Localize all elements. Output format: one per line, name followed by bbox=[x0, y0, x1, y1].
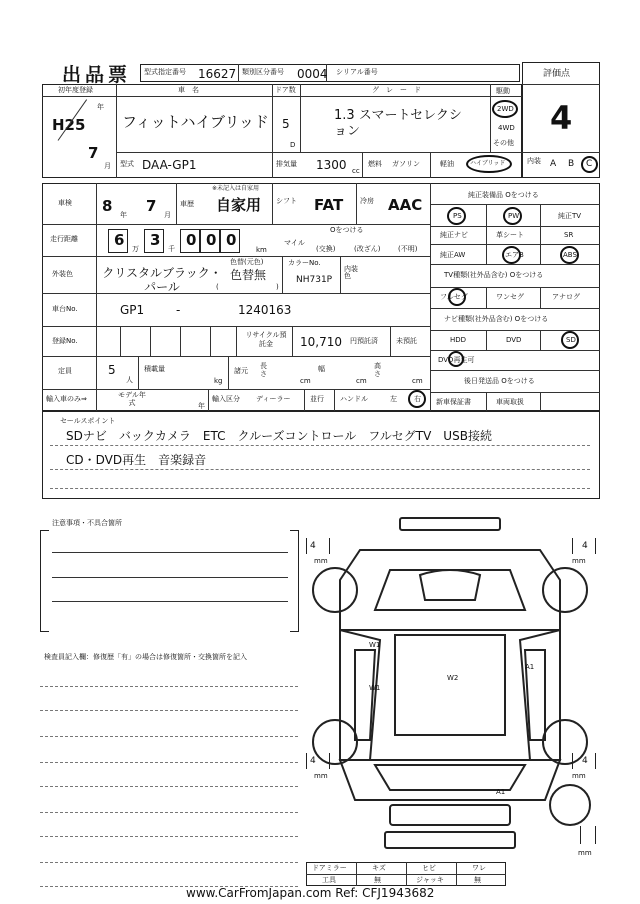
fuel-light-oil: 軽油 bbox=[440, 160, 454, 168]
sheet-title: 出品票 bbox=[62, 64, 132, 86]
mileage-digit-3: 0 bbox=[226, 231, 237, 249]
mileage-man: 6 bbox=[114, 231, 125, 249]
interior-color-label: 内装色 bbox=[344, 265, 358, 280]
repaint-paren-close: ) bbox=[276, 283, 279, 291]
chassis-dash: - bbox=[176, 303, 181, 317]
model-cert-value: 16627 bbox=[198, 67, 237, 81]
recycle-unpaid: 未預託 bbox=[396, 337, 417, 345]
interior-b: B bbox=[568, 159, 575, 169]
cm-unit-1: cm bbox=[300, 377, 311, 385]
interior-c-circle bbox=[581, 156, 598, 173]
drive-4wd: 4WD bbox=[498, 124, 515, 132]
mark-w2: W2 bbox=[447, 674, 459, 682]
mileage-sen: 3 bbox=[150, 231, 161, 249]
tread-fr: 4 bbox=[582, 541, 588, 551]
drive-label: 駆動 bbox=[496, 87, 510, 95]
shaken-year-unit: 年 bbox=[120, 211, 127, 219]
bt-r1: 無 bbox=[374, 876, 381, 884]
type-value: DAA-GP1 bbox=[142, 158, 197, 172]
drive-other: その他 bbox=[493, 139, 514, 147]
equip-ps-circle bbox=[447, 207, 466, 225]
dvd-play: DVD再生可 bbox=[438, 356, 475, 364]
tv-fullseg-circle bbox=[448, 288, 466, 306]
doors: 5 bbox=[282, 117, 290, 131]
door-unit: D bbox=[290, 141, 296, 149]
mile-label: マイル bbox=[284, 239, 305, 247]
new-warranty: 新車保証書 bbox=[436, 398, 471, 406]
history: 自家用 bbox=[216, 196, 262, 214]
left: 左 bbox=[390, 395, 397, 403]
shift-label: シフト bbox=[276, 197, 297, 205]
tread-fl-mm: mm bbox=[314, 557, 328, 565]
equip-leather: 革シート bbox=[496, 231, 524, 239]
bt-h1: キズ bbox=[372, 864, 386, 872]
capacity-label: 定員 bbox=[58, 367, 72, 375]
fuel-hybrid: ハイブリッド bbox=[470, 160, 506, 167]
capacity: 5 bbox=[108, 363, 116, 377]
mark-w1-a: W1 bbox=[369, 641, 381, 649]
reg-month: 7 bbox=[88, 144, 99, 162]
meter-exchange: (交換) bbox=[316, 245, 336, 253]
ac: AAC bbox=[388, 196, 423, 214]
reg-year: H25 bbox=[52, 116, 86, 134]
bt-h2: ヒビ bbox=[422, 864, 436, 872]
watermark: www.CarFromJapan.com Ref: CFJ1943682 bbox=[186, 886, 435, 900]
color-no: NH731P bbox=[296, 275, 333, 285]
cc-unit: cc bbox=[352, 167, 360, 175]
repaint: 色替無 bbox=[230, 268, 267, 282]
unit-man: 万 bbox=[132, 245, 139, 253]
reg-month-unit: 月 bbox=[104, 162, 111, 170]
shaken-month-unit: 月 bbox=[164, 211, 171, 219]
equip-sr: SR bbox=[564, 231, 574, 239]
mark-w1-b: W1 bbox=[369, 684, 381, 692]
equip-abs: ABS bbox=[563, 251, 577, 259]
right-circle bbox=[408, 390, 426, 408]
shaken-month: 7 bbox=[146, 197, 157, 215]
grade-label: グ レ ー ド bbox=[372, 86, 421, 94]
later-title: 後日発送品 Oをつける bbox=[464, 377, 535, 385]
equip-pw-circle bbox=[503, 207, 522, 225]
load-label: 積載量 bbox=[144, 365, 165, 373]
circle-note: Oをつける bbox=[330, 226, 364, 234]
shaken-year: 8 bbox=[102, 197, 113, 215]
tread-spare-mm: mm bbox=[578, 849, 592, 857]
color-label: 外装色 bbox=[52, 270, 73, 278]
score-label: 評価点 bbox=[543, 69, 571, 79]
mileage-label: 走行距離 bbox=[50, 235, 78, 243]
bt-h0: ドアミラー bbox=[312, 864, 347, 872]
mileage-digit-1: 0 bbox=[186, 231, 197, 249]
shift: FAT bbox=[314, 196, 344, 214]
manual: 車両取扱 bbox=[496, 398, 524, 406]
unit-km: km bbox=[256, 246, 267, 254]
tread-rr-mm: mm bbox=[572, 772, 586, 780]
length-label: 長さ bbox=[260, 362, 267, 378]
tread-fr-mm: mm bbox=[572, 557, 586, 565]
repaint-label: 色替(元色) bbox=[230, 258, 264, 266]
model-year-label: モデル年式 bbox=[118, 391, 146, 407]
handle-label: ハンドル bbox=[340, 395, 368, 403]
interior-label: 内装 bbox=[527, 157, 541, 165]
bt-r3: 無 bbox=[474, 876, 481, 884]
serial-label: シリアル番号 bbox=[336, 68, 378, 76]
navi-type-title: ナビ種類(社外品含む) Oをつける bbox=[444, 315, 549, 323]
reg-year-unit: 年 bbox=[97, 103, 104, 111]
drive-2wd: 2WD bbox=[497, 105, 514, 113]
ac-label: 冷房 bbox=[360, 197, 374, 205]
tv-type-title: TV種類(社外品含む) Oをつける bbox=[444, 271, 544, 279]
fuel-label: 燃料 bbox=[368, 160, 382, 168]
unit-sen: 千 bbox=[168, 245, 175, 253]
equip-abs-circle bbox=[560, 246, 579, 264]
interior-a: A bbox=[550, 159, 557, 169]
interior-c: C bbox=[586, 159, 593, 169]
tv-fullseg: フルセグ bbox=[440, 293, 468, 301]
parallel: 並行 bbox=[310, 395, 324, 403]
fuel-gasoline: ガソリン bbox=[392, 160, 420, 168]
equip-pw: PW bbox=[508, 212, 520, 220]
bt-r0: 工具 bbox=[322, 876, 336, 884]
equip-airbag-circle bbox=[502, 246, 521, 264]
sales-line-1: SDナビ バックカメラ ETC クルーズコントロール フルセグTV USB接続 bbox=[66, 429, 492, 443]
import-label: 輸入車のみ⇒ bbox=[46, 395, 87, 403]
navi-sd: SD bbox=[566, 336, 576, 344]
color-no-label: カラーNo. bbox=[288, 259, 321, 267]
mark-a1-side: A1 bbox=[525, 663, 535, 671]
equip-tv: 純正TV bbox=[558, 212, 582, 220]
cm-unit-3: cm bbox=[412, 377, 423, 385]
fuel-hybrid-circle bbox=[466, 155, 512, 173]
bt-h3: ワレ bbox=[472, 864, 486, 872]
tread-fl: 4 bbox=[310, 541, 316, 551]
recycle-amount: 10,710 bbox=[300, 335, 342, 349]
drive-2wd-circle bbox=[492, 100, 518, 118]
reg-no-label: 登録No. bbox=[52, 337, 78, 345]
score-value: 4 bbox=[550, 99, 573, 137]
class-value: 0004 bbox=[297, 67, 328, 81]
navi-sd-circle bbox=[561, 331, 579, 349]
mileage-digit-2: 0 bbox=[206, 231, 217, 249]
kg-unit: kg bbox=[214, 377, 223, 385]
class-label: 類別区分番号 bbox=[242, 68, 284, 76]
car-name-label: 車 名 bbox=[178, 86, 199, 94]
equip-navi: 純正ナビ bbox=[440, 231, 468, 239]
tread-spare bbox=[580, 826, 596, 844]
tread-rl: 4 bbox=[310, 756, 316, 766]
meter-unknown: (不明) bbox=[398, 245, 418, 253]
shaken-label: 車検 bbox=[58, 199, 72, 207]
equip-airbag: エアB bbox=[505, 251, 524, 259]
history-note: ※未記入は自家用 bbox=[212, 185, 260, 192]
type-label: 型式 bbox=[120, 160, 134, 168]
displacement-label: 排気量 bbox=[276, 160, 297, 168]
recycle-paid: 円預託済 bbox=[350, 337, 378, 345]
navi-hdd: HDD bbox=[450, 336, 467, 344]
car-damage-diagram bbox=[300, 510, 600, 870]
right: 右 bbox=[414, 395, 421, 403]
model-year-unit: 年 bbox=[198, 402, 205, 410]
caution-label: 注意事項・不具合箇所 bbox=[52, 519, 122, 527]
width-label: 幅 bbox=[318, 365, 325, 373]
color: クリスタルブラック・パール bbox=[102, 266, 222, 294]
dims-label: 諸元 bbox=[234, 367, 248, 375]
bt-r2: ジャッキ bbox=[416, 876, 444, 884]
sales-label: セールスポイント bbox=[60, 417, 116, 425]
person-unit: 人 bbox=[126, 376, 133, 384]
equip-aw: 純正AW bbox=[440, 251, 466, 259]
inspector-label: 検査員記入欄：修復歴「有」の場合は修復箇所・交換箇所を記入 bbox=[44, 653, 247, 661]
chassis-prefix: GP1 bbox=[120, 303, 145, 317]
history-label: 車歴 bbox=[180, 200, 194, 208]
grade: 1.3 スマートセレクション bbox=[334, 108, 462, 139]
meter-modified: (改ざん) bbox=[354, 245, 381, 253]
chassis-label: 車台No. bbox=[52, 305, 78, 313]
equip-ps: PS bbox=[453, 212, 462, 220]
height-label: 高さ bbox=[374, 362, 381, 378]
cm-unit-2: cm bbox=[356, 377, 367, 385]
repaint-paren-open: ( bbox=[216, 283, 219, 291]
dealer: ディーラー bbox=[256, 395, 291, 403]
sales-line-2: CD・DVD再生 音楽録音 bbox=[66, 453, 207, 467]
car-name: フィットハイブリッド bbox=[122, 113, 269, 131]
header-id-box bbox=[140, 64, 520, 82]
tread-rl-mm: mm bbox=[314, 772, 328, 780]
chassis-no: 1240163 bbox=[238, 303, 292, 317]
navi-dvd: DVD bbox=[506, 336, 522, 344]
tv-oneseg: ワンセグ bbox=[496, 293, 524, 301]
tread-rr: 4 bbox=[582, 756, 588, 766]
first-reg-label: 初年度登録 bbox=[58, 86, 93, 94]
equipment-title: 純正装備品 Oをつける bbox=[468, 191, 539, 199]
dvd-play-circle bbox=[448, 351, 464, 367]
recycle-label: リサイクル預託金 bbox=[245, 331, 287, 348]
mark-a1-rear: A1 bbox=[496, 788, 506, 796]
import-class-label: 輸入区分 bbox=[212, 395, 240, 403]
tv-analog: アナログ bbox=[552, 293, 580, 301]
displacement: 1300 bbox=[316, 158, 347, 172]
doors-label: ドア数 bbox=[275, 86, 296, 94]
model-cert-label: 型式指定番号 bbox=[144, 68, 186, 76]
